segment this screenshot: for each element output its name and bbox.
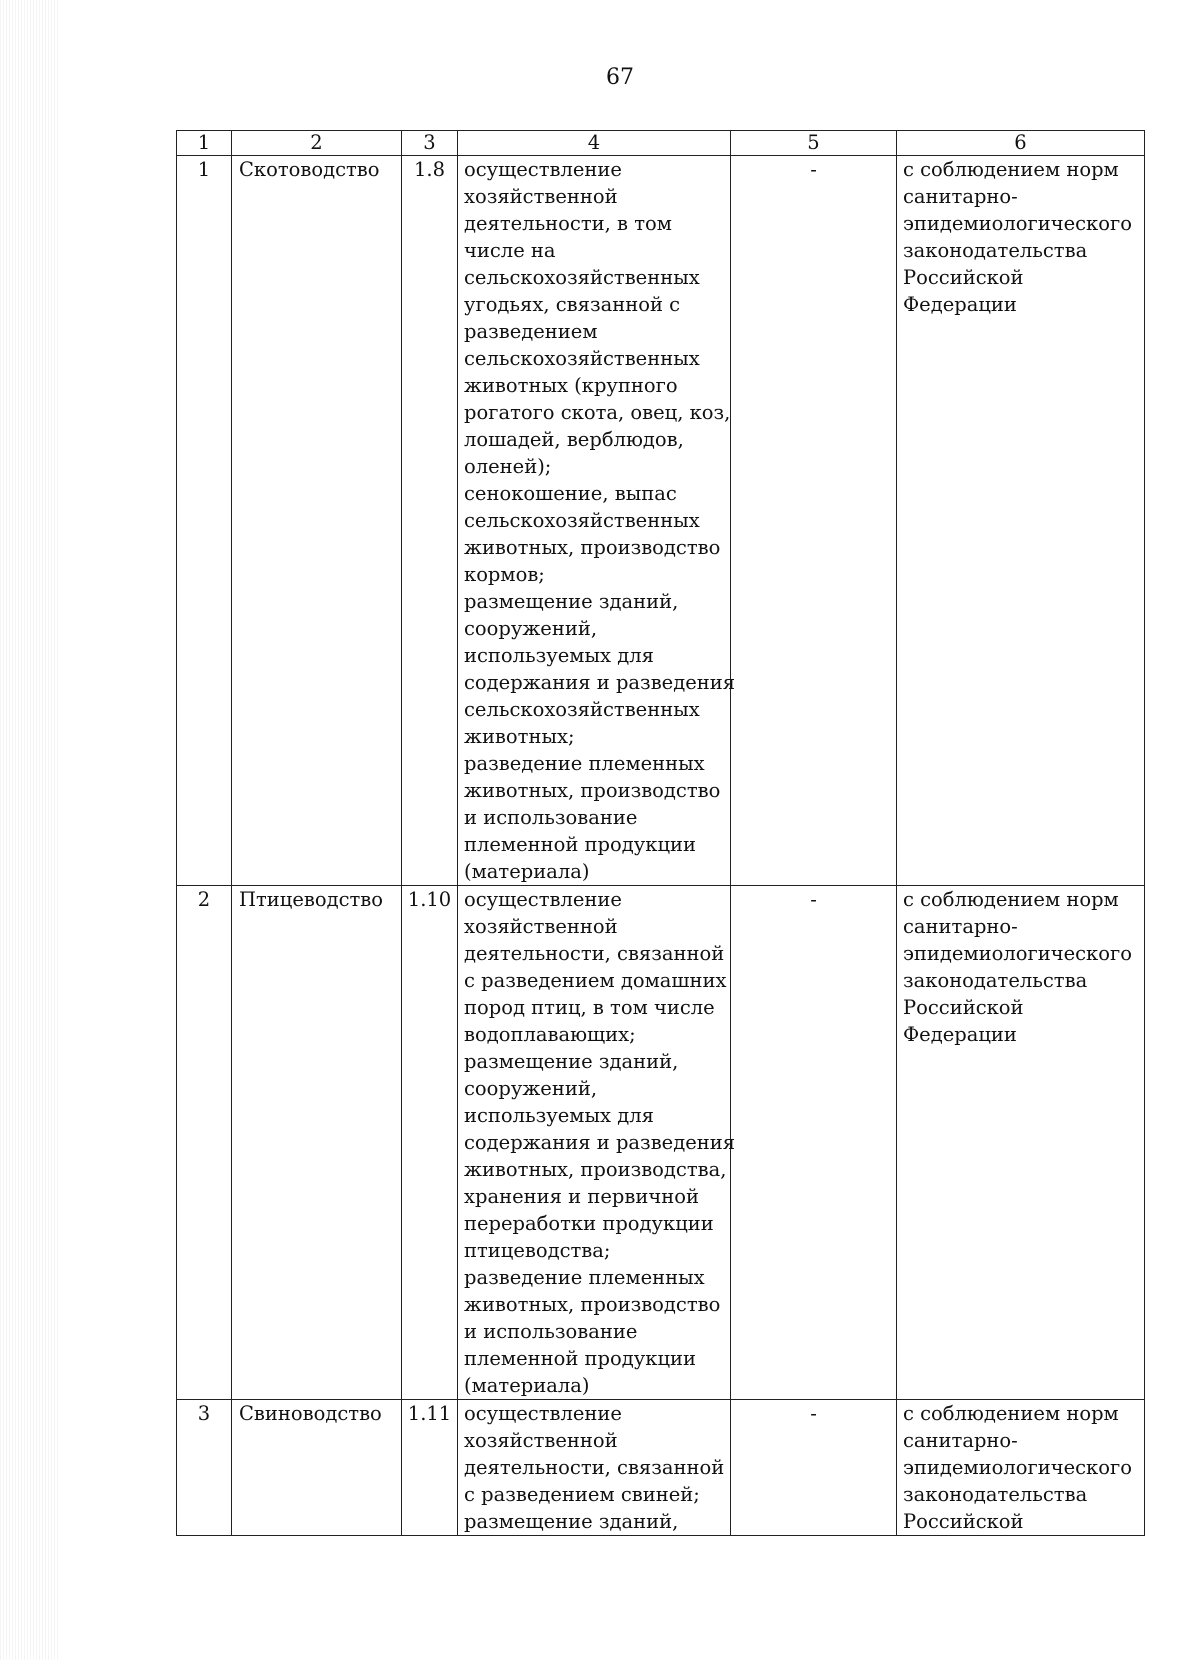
activity-code: 1.10: [402, 886, 458, 1400]
description-line: размещение зданий,: [464, 1510, 679, 1533]
description-line: используемых для: [464, 1104, 654, 1127]
description-line: разведением: [464, 320, 598, 343]
description-line: хозяйственной: [464, 1429, 618, 1452]
description-line: осуществление: [464, 888, 622, 911]
description-line: используемых для: [464, 644, 654, 667]
description-line: (материала): [464, 860, 590, 883]
description-line: размещение зданий,: [464, 1050, 679, 1073]
description-line: с разведением свиней;: [464, 1483, 700, 1506]
description-line: водоплавающих;: [464, 1023, 636, 1046]
note-line: санитарно-: [903, 915, 1018, 938]
description-line: животных;: [464, 725, 575, 748]
description-line: птицеводства;: [464, 1239, 611, 1262]
table-row: [177, 1400, 1145, 1536]
table-row: [177, 156, 1145, 886]
description-line: и использование: [464, 806, 638, 829]
activity-name: Скотоводство: [232, 156, 402, 886]
description-line: животных (крупного: [464, 374, 678, 397]
description-line: хранения и первичной: [464, 1185, 699, 1208]
description-line: содержания и разведения: [464, 1131, 736, 1154]
note-line: Федерации: [903, 1023, 1017, 1046]
note-line: с соблюдением норм: [903, 1402, 1119, 1425]
description-line: деятельности, связанной: [464, 1456, 725, 1479]
note-line: Федерации: [903, 293, 1017, 316]
description-line: кормов;: [464, 563, 545, 586]
activity-description: [458, 1400, 731, 1536]
compliance-note: [897, 1400, 1145, 1536]
description-line: хозяйственной: [464, 915, 618, 938]
activity-description: [458, 156, 736, 886]
description-line: животных, производство: [464, 536, 721, 559]
row-number: 2: [177, 886, 232, 1400]
description-line: сооружений,: [464, 617, 598, 640]
description-line: животных, производство: [464, 1293, 721, 1316]
note-line: с соблюдением норм: [903, 158, 1119, 181]
note-line: Российской: [903, 996, 1024, 1019]
regulation-table: [176, 130, 1145, 1536]
note-line: санитарно-: [903, 185, 1018, 208]
header-cell-6: 6: [897, 131, 1145, 156]
table-row: [177, 886, 1145, 1400]
description-line: животных, производства,: [464, 1158, 727, 1181]
description-line: сельскохозяйственных: [464, 509, 700, 532]
description-line: с разведением домашних: [464, 969, 727, 992]
scan-edge-noise: [0, 0, 60, 1660]
description-line: пород птиц, в том числе: [464, 996, 715, 1019]
description-line: лошадей, верблюдов,: [464, 428, 684, 451]
note-line: законодательства: [903, 239, 1088, 262]
description-line: числе на: [464, 239, 556, 262]
description-line: осуществление: [464, 1402, 622, 1425]
header-cell-4: 4: [458, 131, 731, 156]
note-line: Российской: [903, 266, 1024, 289]
description-line: разведение племенных: [464, 1266, 705, 1289]
description-line: оленей);: [464, 455, 552, 478]
description-line: переработки продукции: [464, 1212, 714, 1235]
row-number: 3: [177, 1400, 232, 1536]
column-5-value: -: [731, 886, 897, 1400]
description-line: угодьях, связанной с: [464, 293, 681, 316]
activity-description: [458, 886, 736, 1400]
activity-code: 1.11: [402, 1400, 458, 1536]
description-line: племенной продукции: [464, 1347, 696, 1370]
note-line: эпидемиологического: [903, 1456, 1132, 1479]
note-line: эпидемиологического: [903, 212, 1132, 235]
table-header-row: [177, 131, 1145, 156]
description-line: рогатого скота, овец, коз,: [464, 401, 731, 424]
description-line: деятельности, в том: [464, 212, 672, 235]
note-line: Российской: [903, 1510, 1024, 1533]
page-number: 67: [606, 65, 634, 90]
note-line: законодательства: [903, 969, 1088, 992]
description-line: хозяйственной: [464, 185, 618, 208]
note-line: санитарно-: [903, 1429, 1018, 1452]
header-cell-2: 2: [232, 131, 402, 156]
description-line: размещение зданий,: [464, 590, 679, 613]
description-line: разведение племенных: [464, 752, 705, 775]
description-line: племенной продукции: [464, 833, 696, 856]
description-line: (материала): [464, 1374, 590, 1397]
description-line: содержания и разведения: [464, 671, 736, 694]
note-line: с соблюдением норм: [903, 888, 1119, 911]
description-line: сенокошение, выпас: [464, 482, 677, 505]
column-5-value: -: [731, 1400, 897, 1536]
row-number: 1: [177, 156, 232, 886]
note-line: эпидемиологического: [903, 942, 1132, 965]
description-line: животных, производство: [464, 779, 721, 802]
description-line: осуществление: [464, 158, 622, 181]
activity-name: Свиноводство: [232, 1400, 402, 1536]
header-cell-3: 3: [402, 131, 458, 156]
description-line: сельскохозяйственных: [464, 266, 700, 289]
activity-name: Птицеводство: [232, 886, 402, 1400]
column-5-value: -: [731, 156, 897, 886]
compliance-note: [897, 156, 1145, 886]
compliance-note: [897, 886, 1145, 1400]
description-line: сельскохозяйственных: [464, 347, 700, 370]
header-cell-5: 5: [731, 131, 897, 156]
note-line: законодательства: [903, 1483, 1088, 1506]
description-line: сооружений,: [464, 1077, 598, 1100]
activity-code: 1.8: [402, 156, 458, 886]
description-line: деятельности, связанной: [464, 942, 725, 965]
description-line: сельскохозяйственных: [464, 698, 700, 721]
description-line: и использование: [464, 1320, 638, 1343]
header-cell-1: 1: [177, 131, 232, 156]
